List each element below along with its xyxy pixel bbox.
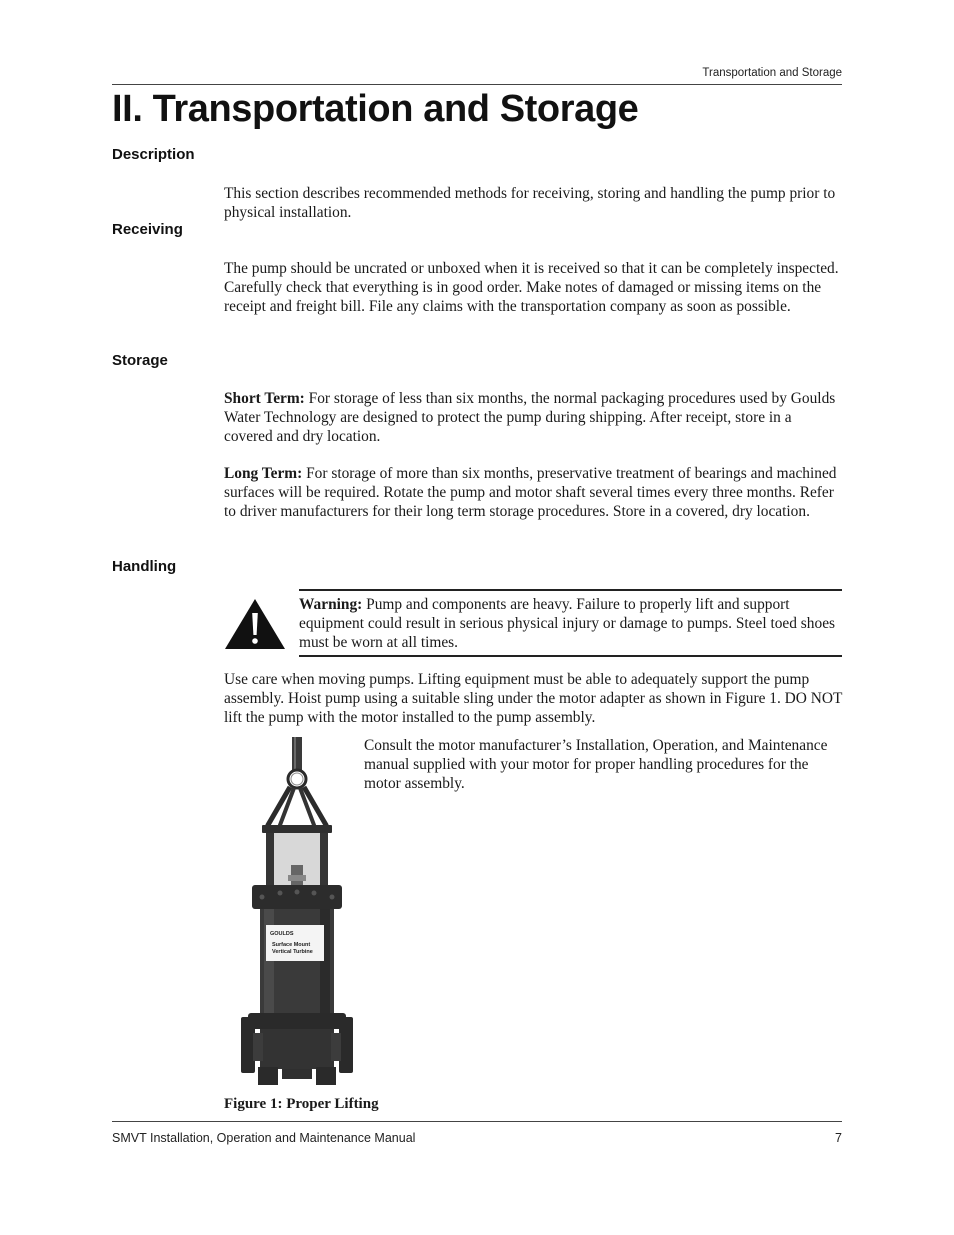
warning-bottom-rule <box>299 655 842 657</box>
footer-rule <box>112 1121 842 1122</box>
storage-heading: Storage <box>112 352 168 369</box>
warning-text <box>299 595 844 652</box>
long-term-label: Long Term: <box>224 465 303 482</box>
long-term-text: For storage of more than six months, preservative treatment of bearings and machined surfaces will be required. Rotate the pump and motor shaft several times every three months. Refer to driver manufacturers for their long term storage procedures. Store in a covered, dry location. <box>224 465 837 520</box>
label-line-2: Vertical Turbine <box>272 949 313 955</box>
description-text: This section describes recommended methods for receiving, storing and handling the pump prior to physical installation. <box>224 185 836 221</box>
header-rule <box>112 84 842 85</box>
short-term-paragraph <box>224 389 844 446</box>
warning-triangle-icon <box>224 597 286 651</box>
handling-paragraph-1: Use care when moving pumps. Lifting equipment must be able to adequately support the pump assembly. Hoist pump using a suitable sling under the motor adapter as shown in Figure 1. DO NOT lift the pump with the motor installed to the pump assembly. <box>224 671 843 726</box>
long-term-paragraph <box>224 464 844 521</box>
running-header: Transportation and Storage <box>702 67 842 79</box>
warning-body: Pump and components are heavy. Failure to properly lift and support equipment could result in serious physical injury or damage to pumps. Steel toed shoes must be worn at all times. <box>299 596 836 651</box>
handling-heading: Handling <box>112 558 177 575</box>
footer-manual-title: SMVT Installation, Operation and Maintenance Manual <box>112 1131 416 1145</box>
figure-caption: Figure 1: Proper Lifting <box>224 1096 379 1112</box>
warning-top-rule <box>299 589 842 591</box>
warning-box <box>224 589 842 657</box>
page-title: II. Transportation and Storage <box>112 88 639 130</box>
warning-label: Warning: <box>299 596 363 613</box>
label-brand: GOULDS <box>270 931 294 937</box>
description-heading: Description <box>112 146 195 163</box>
footer-page-number: 7 <box>835 1131 842 1145</box>
handling-paragraph-2: Consult the motor manufacturer’s Installation, Operation, and Maintenance manual supplied with your motor for proper handling procedures for the motor assembly. <box>364 737 828 792</box>
short-term-label: Short Term: <box>224 390 305 407</box>
receiving-text: The pump should be uncrated or unboxed when it is received so that it can be completely inspected. Carefully check that everything is in good order. Make notes of damaged or missing items on the receipt and freight bill. File any claims with the transportation company as soon as possible. <box>224 260 839 315</box>
short-term-text: For storage of less than six months, the normal packaging procedures used by Goulds Water Technology are designed to protect the pump during shipping. After receipt, store in a covered and dry location. <box>224 390 836 445</box>
pump-lifting-photo <box>236 737 358 1087</box>
receiving-heading: Receiving <box>112 221 183 238</box>
label-line-1: Surface Mount <box>272 942 311 948</box>
